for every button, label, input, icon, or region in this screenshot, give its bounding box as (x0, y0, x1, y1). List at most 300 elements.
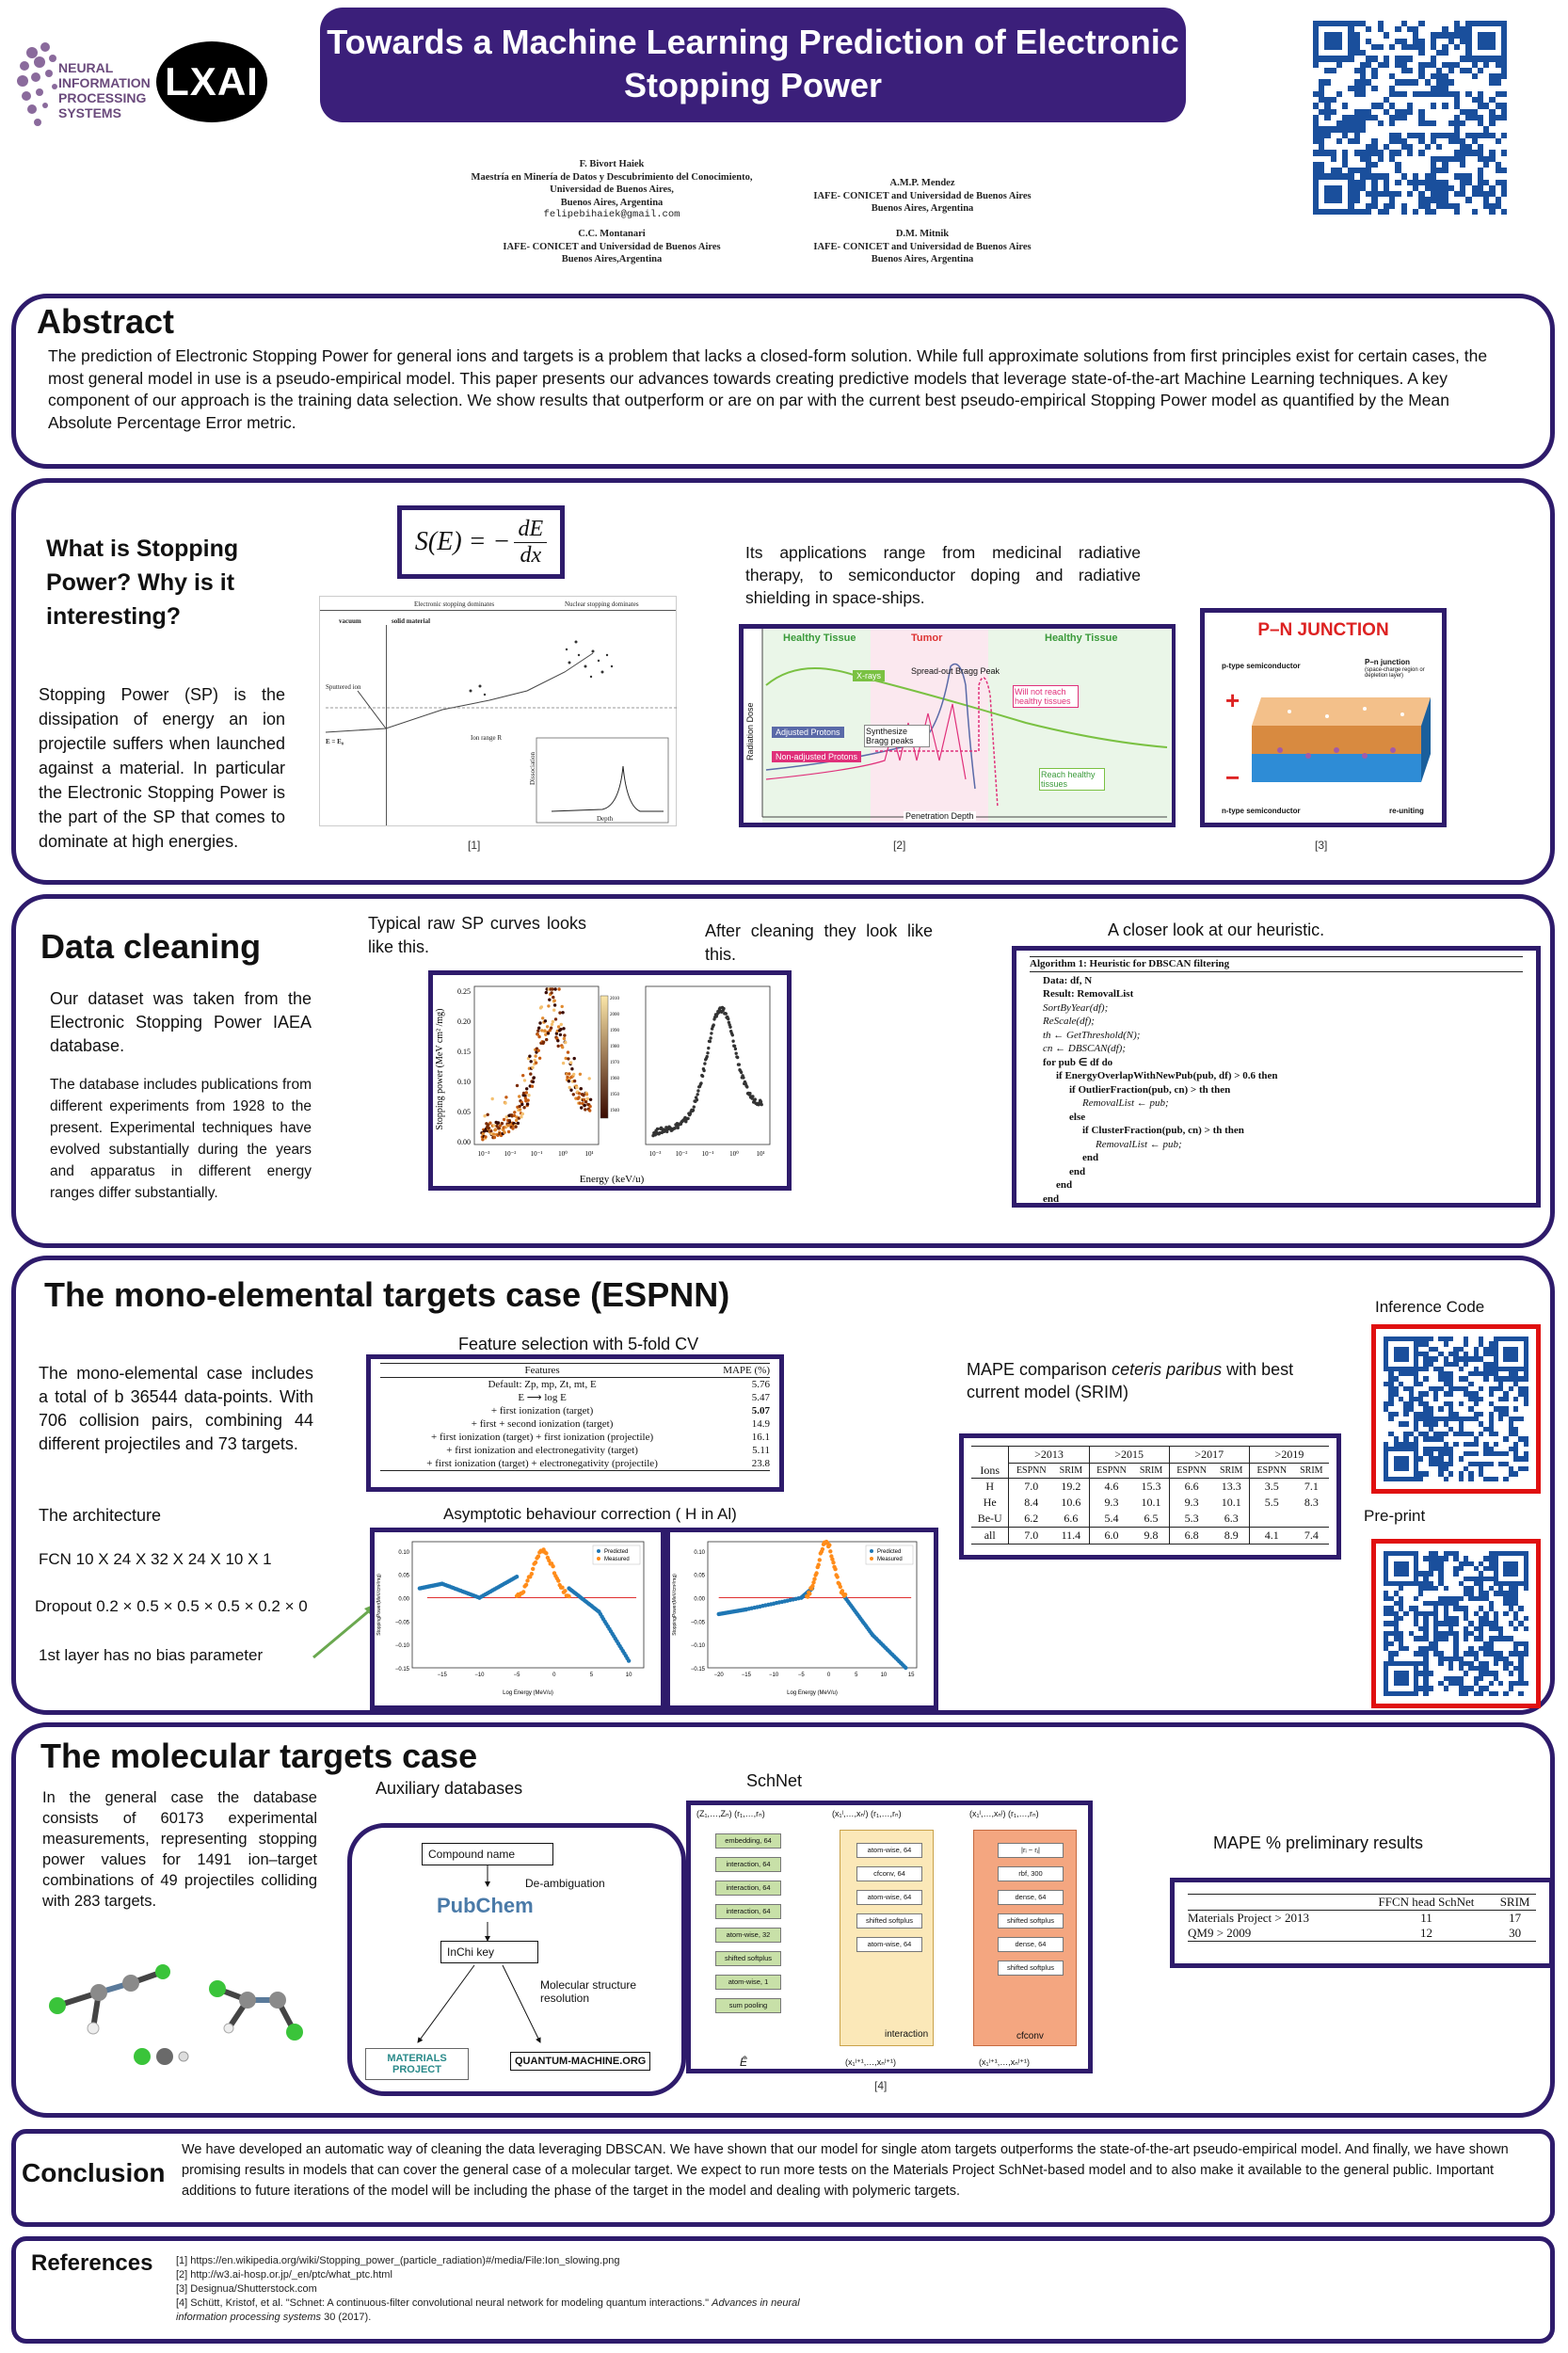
sp-data-point (561, 1011, 564, 1014)
sp-data-point (542, 1041, 545, 1044)
sp-data-point (501, 1122, 504, 1125)
sp-data-point (674, 1127, 677, 1129)
predicted-point (904, 1666, 907, 1670)
feature-row (380, 1404, 770, 1417)
x-tick-label: 10⁻² (504, 1150, 517, 1158)
sp-data-point (701, 1075, 704, 1078)
data-cleaning-section (11, 894, 1555, 1248)
feature-header-cell: Features (380, 1364, 704, 1378)
figure-caption: [2] (893, 839, 906, 852)
mape-cell: 7.1 (1304, 1479, 1319, 1493)
feature-row (380, 1417, 770, 1431)
asym-plot-svg (670, 1532, 924, 1696)
sp-data-point (561, 1005, 564, 1008)
sp-data-point (491, 1097, 494, 1100)
mol-cell: Materials Project > 2013 (1188, 1911, 1309, 1925)
lxai-logo (156, 41, 267, 122)
author-affil: Buenos Aires, Argentina (560, 197, 664, 208)
bragg-label: Will not reach healthy tissues (1013, 685, 1079, 708)
algorithm-line: Data: df, N (1043, 974, 1093, 986)
sp-data-point (567, 1050, 569, 1053)
mape-cell (1294, 1511, 1329, 1528)
sp-data-point (541, 1016, 544, 1019)
mape-table-el (971, 1446, 1329, 1545)
sp-data-point (748, 1092, 751, 1095)
measured-point (551, 1564, 554, 1568)
sp-data-point (487, 1113, 489, 1116)
mape-sub-cell: SRIM (1133, 1464, 1169, 1479)
legend-label: Measured (604, 1557, 630, 1562)
sp-data-point (532, 1080, 535, 1083)
sp-data-point (569, 1061, 572, 1064)
sp-data-point (513, 1111, 516, 1113)
mape-cell: 10.1 (1221, 1495, 1241, 1509)
bragg-label: Non-adjusted Protons (772, 751, 861, 762)
qr-module (1524, 1477, 1528, 1481)
asymptotic-plot-right (665, 1528, 938, 1710)
sp-data-point (733, 1045, 736, 1048)
feature-row (380, 1378, 770, 1392)
preprint-qr-code[interactable] (1384, 1551, 1528, 1696)
header-qr-code[interactable] (1313, 21, 1507, 215)
sp-data-point (573, 1057, 576, 1060)
schnet-layer: shifted softplus (715, 1951, 781, 1966)
sp-data-point (585, 1093, 588, 1096)
sp-data-point (545, 1038, 548, 1041)
bragg-label: Healthy Tissue (1045, 632, 1118, 644)
sp-data-point (580, 1106, 583, 1109)
schnet-layer: interaction, 64 (715, 1857, 781, 1872)
algorithm-line: end (1043, 1193, 1060, 1205)
author-affil: IAFE- CONICET and Universidad de Buenos Aires (813, 190, 1032, 201)
fig1-label: vacuum (339, 617, 361, 625)
sp-data-point (728, 1026, 731, 1029)
inference-qr-code[interactable] (1384, 1337, 1528, 1481)
mape-cell: 8.9 (1214, 1527, 1250, 1544)
sp-data-point (707, 1047, 710, 1049)
sp-data-point (560, 1023, 563, 1026)
sp-data-point (537, 1027, 540, 1030)
asym-x-tick: 0 (826, 1673, 831, 1678)
feature-cell: 14.9 (751, 1418, 770, 1430)
fcn-architecture: FCN 10 X 24 X 32 X 24 X 10 X 1 (39, 1550, 272, 1568)
after-cleaning-label: After cleaning they look like this. (705, 921, 933, 964)
references-section (11, 2236, 1555, 2344)
author-affil: Universidad de Buenos Aires, (550, 184, 674, 195)
algorithm-line: RemovalList ← pub; (1082, 1097, 1169, 1109)
sp-data-point (482, 1132, 485, 1135)
sp-data-point (579, 1073, 582, 1076)
sp-data-point (559, 1033, 562, 1036)
asym-legend (593, 1545, 640, 1564)
mape-cell: 6.0 (1089, 1527, 1133, 1544)
sp-data-point (563, 1037, 566, 1040)
mape-cell: 6.2 (1009, 1511, 1053, 1528)
schnet-layer: atom-wise, 32 (715, 1928, 781, 1943)
mape-title-b: with best current model (SRIM) (967, 1360, 1294, 1401)
schnet-diagram (686, 1801, 1093, 2073)
mape-sub-cell: SRIM (1294, 1464, 1329, 1479)
architecture-title: The architecture (39, 1506, 162, 1525)
reference-item: [3] Designua/Shutterstock.com (176, 2283, 317, 2295)
sp-data-point (584, 1108, 586, 1111)
colorbar-tick: 1970 (610, 1061, 619, 1065)
measured-point (828, 1549, 832, 1553)
sp-data-point (519, 1108, 521, 1111)
asym-y-tick: 0.10 (694, 1549, 705, 1556)
schnet-column-3 (998, 1843, 1064, 1984)
sp-data-point (489, 1129, 492, 1132)
feature-cell: + first ionization (target) + first ionization (projectile) (431, 1432, 654, 1443)
x-tick-label: 10⁻¹ (701, 1150, 714, 1158)
measured-point (536, 1555, 540, 1559)
sp-data-point (692, 1109, 695, 1112)
sp-data-point (492, 1132, 495, 1135)
asym-y-tick: 0.00 (694, 1596, 705, 1603)
algorithm-line: RemovalList ← pub; (1096, 1138, 1182, 1150)
asym-x-tick: −5 (797, 1673, 805, 1678)
molstruct-label: Molecular structure resolution (540, 1978, 637, 2005)
bragg-label: Spread-out Bragg Peak (911, 666, 1000, 676)
sp-data-point (760, 1103, 763, 1106)
sp-data-point (553, 1000, 556, 1002)
author-name: C.C. Montanari (578, 229, 646, 239)
qr-module (1524, 1691, 1528, 1696)
mono-text: The mono-elemental case includes a total of b 36544 data-points. With 706 collision pairs, combining 44 different projectiles and 73 targets. (39, 1364, 313, 1453)
sp-data-point (534, 1054, 536, 1057)
bragg-label: Reach healthy tissues (1039, 768, 1105, 791)
algorithm-box (1012, 946, 1541, 1208)
inference-code-label: Inference Code (1375, 1298, 1485, 1316)
measured-point (833, 1567, 837, 1571)
sp-data-point (696, 1098, 698, 1101)
molecular-title: The molecular targets case (40, 1737, 478, 1775)
sp-data-point (557, 987, 560, 990)
measured-point (817, 1562, 821, 1566)
mape-sub-row (971, 1464, 1329, 1479)
asym-x-tick: 0 (552, 1673, 556, 1678)
qr-module (1501, 209, 1507, 215)
sp-data-point (734, 1048, 737, 1050)
cleaning-y-label: Stopping power (MeV cm² /mg) (435, 1008, 445, 1130)
measured-point (843, 1593, 847, 1596)
asym-x-label: Log Energy (MeV/u) (503, 1690, 553, 1696)
schnet-layer: interaction, 64 (715, 1881, 781, 1896)
feature-cell: + first ionization (target) + electronegativity (projectile) (380, 1457, 704, 1471)
legend-marker (870, 1557, 873, 1561)
feature-cell: + first + second ionization (target) (471, 1418, 614, 1430)
asym-y-tick: 0.05 (398, 1573, 409, 1579)
asym-y-tick: 0.05 (694, 1573, 705, 1579)
reference-4-journal: Advances in neural information processing systems (176, 2297, 800, 2323)
sp-data-point (533, 1076, 536, 1079)
colorbar-tick: 2010 (610, 997, 619, 1001)
sp-data-point (550, 1027, 552, 1030)
mape-cell: 7.0 (1009, 1478, 1053, 1495)
sp-data-point (754, 1097, 757, 1100)
asym-x-tick: −10 (769, 1673, 779, 1678)
schnet-layer: dense, 64 (998, 1890, 1064, 1905)
pubchem-logo: PubChem (437, 1894, 534, 1917)
compound-name-box: Compound name (422, 1843, 553, 1865)
author-affil: Buenos Aires,Argentina (561, 254, 663, 264)
mono-title: The mono-elemental targets case (ESPNN) (44, 1275, 730, 1314)
feature-cell: + first ionization and electronegativity (target) (446, 1445, 638, 1456)
bragg-label: Tumor (911, 632, 943, 644)
bragg-label: Healthy Tissue (783, 632, 856, 644)
pn-label: P–n junction (1365, 658, 1410, 666)
schnet-output: (x₁ˡ⁺¹,…,xₙˡ⁺¹) (979, 2057, 1030, 2067)
feature-cell: E ⟶ log E (518, 1392, 567, 1403)
sp-data-point (523, 1079, 526, 1081)
mape-cell (1249, 1511, 1293, 1528)
applications-text: Its applications range from medicinal radiative therapy, to semiconductor doping and radiative shielding in space-ships. (745, 543, 1141, 607)
sp-data-point (564, 1041, 567, 1044)
mol-cell: 30 (1494, 1926, 1536, 1942)
sp-data-point (525, 1091, 528, 1094)
asym-x-tick: 5 (855, 1673, 858, 1678)
sp-data-point (516, 1084, 519, 1087)
sp-data-point (577, 1096, 580, 1098)
author-name: A.M.P. Mendez (889, 178, 955, 188)
mape-sub-cell: ESPNN (1169, 1464, 1213, 1479)
mape-group-cell (971, 1447, 1009, 1464)
figure-caption: [1] (468, 839, 481, 852)
feature-cell: + first ionization (target) (490, 1405, 594, 1417)
sp-data-point (731, 1040, 734, 1043)
sp-data-point (589, 1098, 592, 1101)
asym-y-tick: 0.00 (398, 1596, 409, 1603)
reference-item[interactable]: [2] http://w3.ai-hosp.or.jp/_en/ptc/what_ptc.html (176, 2269, 392, 2281)
sp-data-point (536, 1030, 539, 1032)
cleaning-text-2: The database includes publications from different experiments from 1928 to the present. Experimental techniques have evolved substantially during the years and apparatus in different energy ranges differ substantially. (50, 1077, 312, 1201)
clean-sp-plot-frame (646, 986, 770, 1144)
x-tick-label: 10⁰ (558, 1150, 568, 1158)
mape-row (971, 1495, 1329, 1511)
algorithm-line: end (1082, 1152, 1099, 1163)
sp-data-point (521, 1112, 524, 1115)
schnet-layer: embedding, 64 (715, 1833, 781, 1849)
pn-junction-figure (1200, 608, 1447, 827)
author-email: felipebihaiek@gmail.com (543, 209, 680, 220)
measured-point (521, 1590, 525, 1593)
raw-curves-label: Typical raw SP curves looks like this. (368, 914, 586, 956)
algorithm-line: cn ← DBSCAN(df); (1043, 1043, 1126, 1054)
asym-y-tick: −0.15 (690, 1667, 705, 1673)
schnet-layer: atom-wise, 64 (856, 1843, 922, 1858)
mol-header-cell: SRIM (1494, 1895, 1536, 1911)
sp-data-point (548, 999, 551, 1001)
feature-cell: 5.76 (751, 1379, 770, 1390)
schnet-head: (x₁ˡ,…,xₙˡ) (r₁,…,rₙ) (969, 1809, 1039, 1818)
sp-data-point (709, 1040, 712, 1043)
sp-data-point (520, 1103, 523, 1106)
sp-data-point (529, 1072, 532, 1075)
sp-data-point (578, 1101, 581, 1104)
feature-cell: 5.07 (751, 1405, 770, 1417)
algorithm-line: if ClusterFraction(pub, cn) > th then (1082, 1125, 1244, 1136)
mape-cell: 4.1 (1249, 1527, 1293, 1544)
fig1-label: E = E₀ (326, 738, 344, 745)
mape-group-cell: >2019 (1249, 1447, 1329, 1464)
legend-marker (870, 1549, 873, 1553)
bias-note: 1st layer has no bias parameter (39, 1646, 264, 1664)
sp-data-point (703, 1062, 706, 1064)
sp-data-point (656, 1128, 659, 1130)
colorbar-tick: 1960 (610, 1077, 619, 1081)
feature-cell: 5.47 (751, 1392, 770, 1403)
feature-cell: Default: Zp, mp, Zt, mt, E (488, 1379, 597, 1390)
sp-data-point (497, 1121, 500, 1124)
mape-cell: 10.6 (1061, 1495, 1081, 1509)
mol-row (1188, 1926, 1536, 1942)
algorithm-line: else (1069, 1111, 1086, 1123)
pn-plus: + (1225, 686, 1240, 714)
sp-data-point (578, 1092, 581, 1095)
schnet-layer: |rᵢ − rⱼ| (998, 1843, 1064, 1858)
mape-cell: 6.3 (1224, 1511, 1239, 1525)
mape-sub-cell: SRIM (1053, 1464, 1089, 1479)
feature-cell: 5.11 (752, 1445, 770, 1456)
y-tick-label: 0.10 (457, 1078, 471, 1086)
sp-data-point (696, 1089, 699, 1092)
x-tick-label: 10⁻³ (648, 1150, 662, 1158)
sp-data-point (745, 1085, 748, 1088)
mape-cell: 8.4 (1009, 1495, 1053, 1511)
asym-x-tick: 10 (880, 1673, 888, 1678)
sp-data-point (515, 1119, 518, 1122)
mape-group-cell: >2013 (1009, 1447, 1089, 1464)
asym-plot-svg (375, 1532, 651, 1696)
ion-slowing-figure (319, 596, 677, 826)
mol-header-cell (1188, 1895, 1359, 1911)
y-tick-label: 0.15 (457, 1048, 471, 1056)
preprint-qr-frame[interactable] (1371, 1539, 1541, 1708)
heuristic-label: A closer look at our heuristic. (1108, 920, 1325, 939)
sp-data-point (527, 1094, 530, 1096)
sp-data-point (693, 1105, 696, 1108)
conclusion-text: We have developed an automatic way of cleaning the data leveraging DBSCAN. We have shown that our model for single atom targets outperforms the state-of-the-art pseudo-empirical model. And finally, we have shown promising results in models that can cover the general case of a molecular target. We expect to run more tests on the Materials Project SchNet-based model and to also make it available to the general public. Important additions to future iterations of the model will be including the phase of the target in the model and dealing with polymeric targets. (182, 2142, 1509, 2199)
sp-data-point (722, 1007, 725, 1010)
sp-data-point (706, 1051, 709, 1054)
sp-data-point (553, 987, 556, 990)
author-affil: Buenos Aires, Argentina (871, 203, 974, 214)
sp-data-point (556, 1039, 559, 1042)
sp-data-point (551, 1023, 553, 1026)
mape-group-cell: >2015 (1089, 1447, 1169, 1464)
mol-header-row (1188, 1895, 1536, 1911)
author-affil: IAFE- CONICET and Universidad de Buenos Aires (503, 241, 721, 252)
mape-cell: 5.5 (1249, 1495, 1293, 1511)
measured-point (814, 1571, 818, 1575)
asym-legend (866, 1545, 913, 1564)
colorbar-tick: 1940 (610, 1109, 619, 1113)
mape-cell: 9.3 (1169, 1495, 1213, 1511)
sp-data-point (731, 1033, 734, 1036)
mape-group-cell: >2017 (1169, 1447, 1249, 1464)
colorbar-tick: 2000 (610, 1013, 619, 1017)
sp-data-point (557, 1045, 560, 1048)
feature-row (380, 1444, 770, 1457)
reference-4-end: 30 (2017). (321, 2312, 372, 2323)
pn-title: P–N JUNCTION (1257, 620, 1389, 640)
x-tick-label: 10¹ (584, 1150, 594, 1158)
sp-data-point (712, 1023, 715, 1026)
pn-block-graphic (1242, 688, 1440, 792)
asym-x-tick: 5 (589, 1673, 594, 1678)
fig1-label: Electronic stopping dominates (414, 600, 495, 608)
reference-item[interactable]: [1] https://en.wikipedia.org/wiki/Stopping_power_(particle_radiation)#/media/File:Ion_slowing.png (176, 2255, 620, 2266)
schnet-cfconv-label: cfconv (1016, 2031, 1044, 2041)
mape-cell: 4.6 (1089, 1478, 1133, 1495)
sp-data-point (530, 1060, 533, 1063)
molecular-section (11, 1722, 1555, 2118)
y-tick-label: 0.20 (457, 1017, 471, 1026)
measured-point (563, 1589, 567, 1593)
sp-data-point (686, 1117, 689, 1120)
measured-point (812, 1577, 816, 1581)
sp-data-point (552, 996, 554, 999)
schnet-layer: sum pooling (715, 1998, 781, 2013)
bragg-label: Synthesize Bragg peaks (864, 725, 930, 747)
measured-point (831, 1561, 835, 1564)
sp-data-point (575, 1086, 578, 1089)
sp-data-point (586, 1097, 589, 1100)
sp-data-point (572, 1073, 575, 1076)
sp-data-point (735, 1052, 738, 1055)
abstract-section (11, 294, 1555, 469)
sp-data-point (727, 1017, 729, 1020)
sp-data-point (563, 1033, 566, 1036)
sp-data-point (559, 1028, 562, 1031)
poster-title (320, 8, 1186, 122)
mape-cell: 6.8 (1169, 1527, 1213, 1544)
sp-data-point (710, 1032, 712, 1034)
reference-4: [4] Schütt, Kristof, et al. "Schnet: A continuous-filter convolutional neural network for modeling quantum interactions." (176, 2297, 712, 2309)
sp-data-point (742, 1076, 744, 1079)
sp-data-point (552, 1009, 555, 1012)
asym-y-label: StoppingPower(MeV/cm²/mg) (672, 1574, 678, 1636)
bragg-label: Radiation Dose (745, 702, 755, 760)
mape-title-a: MAPE comparison (967, 1360, 1112, 1379)
abstract-text: The prediction of Electronic Stopping Power for general ions and targets is a problem that lacks a closed-form solution. While full approximate solutions from first principles exist for certain cases, the most general model in use is a pseudo-empirical model. This paper presents our advances towards creating predictive models that leverage state-of-the-art Machine Learning techniques. A key component of our approach is the training data selection. We show results that outperform or are on par with the current best pseudo-empirical Stopping Power model as quantified by the Mean Absolute Percentage Error metric. (48, 346, 1488, 432)
mol-cell: QM9 > 2009 (1188, 1926, 1359, 1942)
x-tick-label: 10⁻¹ (530, 1150, 543, 1158)
sp-data-point (552, 1020, 554, 1023)
sp-data-point (540, 1005, 543, 1008)
fig1-label: solid material (392, 617, 431, 625)
feature-selection-title: Feature selection with 5-fold CV (458, 1335, 699, 1353)
sp-data-point (507, 1130, 510, 1133)
sp-data-point (521, 1074, 524, 1077)
schnet-layer: rbf, 300 (998, 1866, 1064, 1881)
sp-data-point (588, 1077, 591, 1080)
ion-track-graphic (320, 597, 678, 827)
references-list (176, 2254, 854, 2325)
stopping-power-section (11, 478, 1555, 885)
schnet-title: SchNet (746, 1771, 803, 1790)
inference-qr-frame[interactable] (1371, 1324, 1541, 1494)
sp-data-point (537, 1049, 540, 1052)
schnet-output: Ê (740, 2056, 748, 2069)
deambiguation-label: De-ambiguation (525, 1877, 605, 1890)
sp-data-point (580, 1087, 583, 1090)
mape-cell: 7.4 (1294, 1527, 1329, 1544)
schnet-layer: cfconv, 64 (856, 1866, 922, 1881)
sp-data-point (751, 1095, 754, 1097)
colorbar-tick: 1980 (610, 1045, 619, 1049)
feature-row (380, 1431, 770, 1444)
